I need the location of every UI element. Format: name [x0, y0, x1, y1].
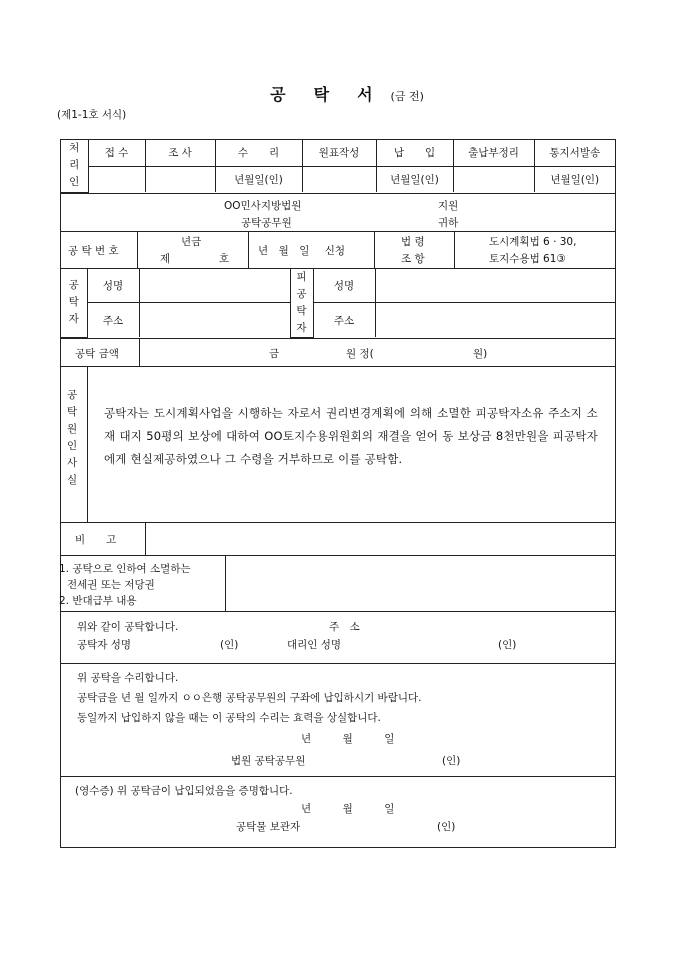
statement-seal-1: (인) [220, 638, 239, 651]
acceptance-line-3: 동일까지 납입하지 않을 때는 이 공탁의 수리는 효력을 상실합니다. [77, 711, 381, 724]
amount-currency: 금 [269, 347, 280, 360]
statement-address-label: 주 소 [329, 620, 360, 633]
law-label-2: 조 항 [401, 252, 425, 265]
statement-section [61, 612, 615, 664]
depositor-label: 공 탁 자 [61, 269, 87, 338]
recipient-name-label: 성명 [313, 269, 375, 303]
law-value-2: 토지수용법 61③ [489, 252, 566, 265]
number-suffix: 호 [219, 252, 230, 265]
processing-section [61, 140, 615, 194]
law-label-1: 법 령 [401, 235, 425, 248]
receipt-date: 년 월 일 [301, 802, 395, 815]
statement-line: 위와 같이 공탁합니다. [77, 620, 179, 633]
header-payment: 납 입 [376, 140, 453, 166]
header-acceptance: 수 리 [215, 140, 302, 166]
recipient-label: 피 공 탁 자 [290, 269, 313, 338]
date-cell: 년월일(인) [376, 166, 453, 192]
recipient-address-label: 주소 [313, 303, 375, 337]
notes-section [61, 556, 615, 612]
deposit-number-section [61, 232, 615, 269]
reason-text: 공탁자는 도시계획사업을 시행하는 자로서 권리변경계획에 의해 소멸한 피공탁자소유 주소지 소재 대지 50평의 보상에 대하여 OO토지수용위원회의 재결을 얻어 동 보상금 8천만원을 피공탁자에게 현실제공하였으나 그 수령을 거부하므로 이를 공탁함. [104, 405, 598, 466]
title-char-1: 공 [270, 85, 286, 104]
form-number: (제1-1호 서식) [57, 109, 127, 121]
header-notice: 통지서발송 [534, 140, 615, 166]
statement-seal-2: (인) [498, 638, 517, 651]
acceptance-officer: 법원 공탁공무원 [231, 754, 306, 767]
date-cell [453, 166, 534, 192]
statement-agent-name: 대리인 성명 [287, 638, 342, 651]
date-cell [302, 166, 376, 192]
recipient-address-field[interactable] [375, 303, 615, 337]
law-value-1: 도시계획법 6 · 30, [489, 235, 577, 248]
amount-label: 공탁 금액 [75, 347, 119, 360]
number-prefix: 제 [160, 252, 171, 265]
reason-label: 공 탁 원 인 사 실 [67, 388, 78, 486]
notes-line-3: 2. 반대급부 내용 [59, 594, 137, 607]
date-cell [145, 166, 215, 192]
remarks-label: 비 고 [75, 533, 117, 546]
title-sub: (금 전) [390, 90, 424, 103]
date-cell: 년월일(인) [534, 166, 615, 192]
date-cell [88, 166, 145, 192]
court-name: OO민사지방법원 [224, 199, 302, 212]
receipt-seal: (인) [437, 820, 456, 833]
title-char-3: 서 [357, 85, 373, 104]
document-title [0, 82, 680, 105]
remarks-section [61, 523, 615, 556]
acceptance-seal: (인) [442, 754, 461, 767]
notes-line-1: 1. 공탁으로 인하여 소멸하는 [59, 562, 191, 575]
notes-line-2: 전세권 또는 저당권 [67, 578, 155, 591]
addressee-section [61, 194, 615, 232]
depositor-name-label: 성명 [87, 269, 139, 303]
header-account: 출납부정리 [453, 140, 534, 166]
branch-name: 지원 [438, 199, 459, 212]
statement-depositor-name: 공탁자 성명 [77, 638, 132, 651]
header-ledger: 원표작성 [302, 140, 376, 166]
receipt-custodian: 공탁물 보관자 [236, 820, 301, 833]
header-receipt: 접 수 [88, 140, 145, 166]
year-label: 년금 [181, 235, 202, 248]
acceptance-line-1: 위 공탁을 수리합니다. [77, 671, 179, 684]
depositor-address-field[interactable] [139, 303, 290, 337]
date-cell: 년월일(인) [215, 166, 302, 192]
deposit-number-label: 공 탁 번 호 [68, 244, 119, 257]
honorific: 귀하 [438, 216, 459, 229]
acceptance-date: 년 월 일 [301, 732, 395, 745]
amount-unit: 원 정( [346, 347, 374, 360]
acceptance-line-2: 공탁금을 년 월 일까지 ㅇㅇ은행 공탁공무원의 구좌에 납입하시기 바랍니다. [77, 691, 422, 704]
officer-title: 공탁공무원 [241, 216, 292, 229]
title-char-2: 탁 [313, 85, 330, 104]
reason-section [61, 367, 615, 523]
recipient-name-field[interactable] [375, 269, 615, 303]
header-investigation: 조 사 [145, 140, 215, 166]
receipt-section [61, 777, 615, 847]
depositor-name-field[interactable] [139, 269, 290, 303]
amount-section [61, 339, 615, 367]
request-date-label: 년 월 일 신청 [258, 244, 346, 257]
acceptance-section [61, 664, 615, 777]
receipt-line: (영수증) 위 공탁금이 납입되었음을 증명합니다. [75, 784, 293, 797]
processing-label: 처 리 인 [61, 140, 88, 192]
amount-close: 원) [473, 347, 488, 360]
depositor-address-label: 주소 [87, 303, 139, 337]
parties-section [61, 269, 615, 339]
deposit-form [60, 139, 616, 848]
